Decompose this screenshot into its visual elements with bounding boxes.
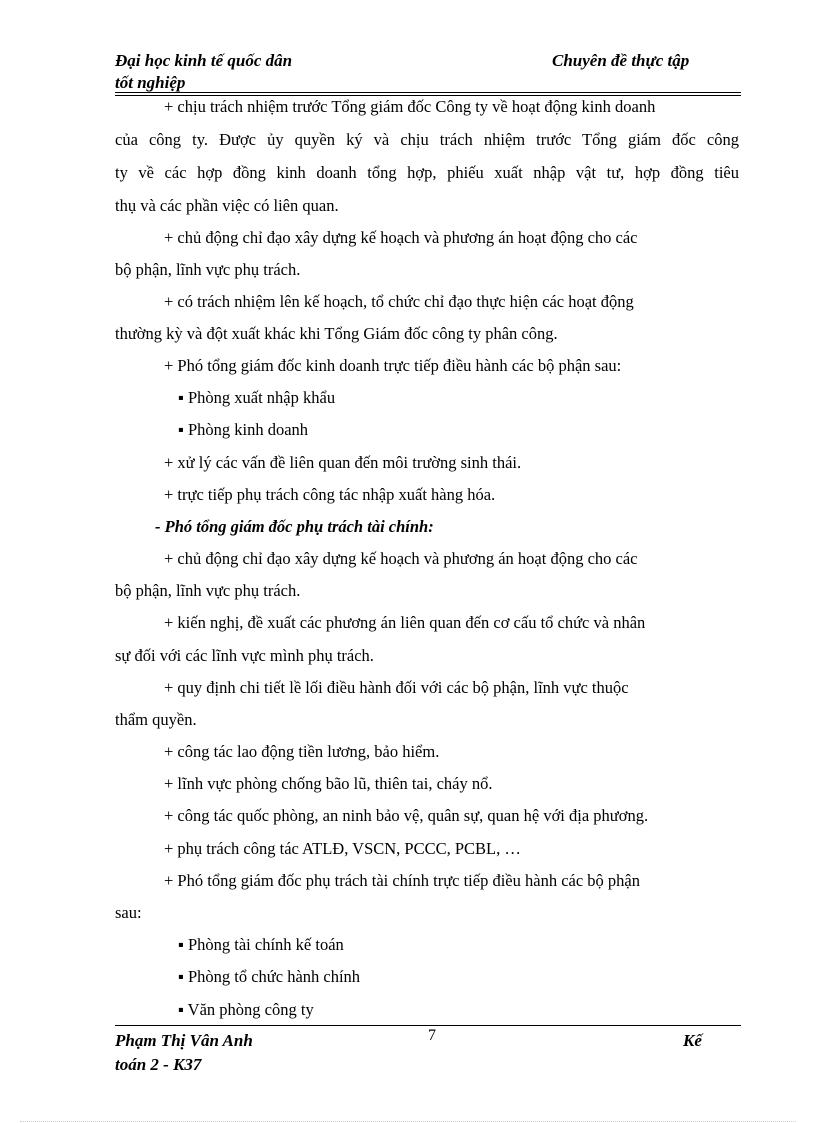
body-line-19: + quy định chi tiết lề lối điều hành đối với các bộ phận, lĩnh vực thuộc <box>164 678 629 697</box>
body-line-17: + kiến nghị, đề xuất các phương án liên quan đến cơ cấu tổ chức và nhân <box>164 613 646 632</box>
body-line-13: + trực tiếp phụ trách công tác nhập xuất hàng hóa. <box>164 485 496 504</box>
footer-left-line2: toán 2 - K37 <box>115 1055 202 1074</box>
list-item-kinh-doanh: ▪ Phòng kinh doanh <box>178 420 309 439</box>
footer-right: Kế <box>683 1031 702 1050</box>
page-number: 7 <box>428 1027 436 1044</box>
footer-rule <box>115 1025 741 1026</box>
body-line-3: ty về các hợp đồng kinh doanh tổng hợp, phiếu xuất nhập vật tư, hợp đồng tiêu <box>115 163 739 182</box>
body-line-12: + xử lý các vấn đề liên quan đến môi trường sinh thái. <box>164 453 522 472</box>
body-line-18: sự đối với các lĩnh vực mình phụ trách. <box>115 646 374 665</box>
body-line-9: + Phó tổng giám đốc kinh doanh trực tiếp điều hành các bộ phận sau: <box>164 356 622 375</box>
section-heading-tai-chinh: - Phó tổng giám đốc phụ trách tài chính: <box>155 517 434 536</box>
header-rule <box>115 92 741 93</box>
list-item-van-phong: ▪ Văn phòng công ty <box>178 1000 314 1019</box>
body-line-4: thụ và các phần việc có liên quan. <box>115 196 339 215</box>
body-line-2: của công ty. Được ủy quyền ký và chịu trách nhiệm trước Tổng giám đốc công <box>115 130 739 149</box>
header-rule-thin <box>115 95 741 96</box>
list-item-xuat-nhap-khau: ▪ Phòng xuất nhập khẩu <box>178 388 336 407</box>
header-right: Chuyên đề thực tập <box>552 51 690 70</box>
body-line-1: + chịu trách nhiệm trước Tổng giám đốc Công ty về hoạt động kinh doanh <box>164 97 656 116</box>
body-line-8: thường kỳ và đột xuất khác khi Tổng Giám đốc công ty phân công. <box>115 324 558 343</box>
body-line-26: sau: <box>115 903 142 922</box>
body-line-16: bộ phận, lĩnh vực phụ trách. <box>115 581 301 600</box>
header-left-line2: tốt nghiệp <box>115 73 186 92</box>
body-line-21: + công tác lao động tiền lương, bảo hiểm. <box>164 742 440 761</box>
body-line-25: + Phó tổng giám đốc phụ trách tài chính trực tiếp điều hành các bộ phận <box>164 871 640 890</box>
body-line-15: + chủ động chỉ đạo xây dựng kế hoạch và phương án hoạt động cho các <box>164 549 638 568</box>
body-line-7: + có trách nhiệm lên kế hoạch, tổ chức chỉ đạo thực hiện các hoạt động <box>164 292 634 311</box>
list-item-to-chuc-hanh-chinh: ▪ Phòng tổ chức hành chính <box>178 967 361 986</box>
body-line-22: + lĩnh vực phòng chống bão lũ, thiên tai, cháy nổ. <box>164 774 493 793</box>
body-line-23: + công tác quốc phòng, an ninh bảo vệ, quân sự, quan hệ với địa phương. <box>164 806 649 825</box>
header-left-line1: Đại học kinh tế quốc dân <box>115 51 293 70</box>
body-line-6: bộ phận, lĩnh vực phụ trách. <box>115 260 301 279</box>
body-line-24: + phụ trách công tác ATLĐ, VSCN, PCCC, PCBL, … <box>164 839 521 858</box>
body-line-5: + chủ động chỉ đạo xây dựng kế hoạch và phương án hoạt động cho các <box>164 228 638 247</box>
list-item-tai-chinh-ke-toan: ▪ Phòng tài chính kế toán <box>178 935 344 954</box>
footer-left-line1: Phạm Thị Vân Anh <box>115 1031 253 1050</box>
page-edge-dotted-line <box>20 1121 796 1122</box>
body-line-20: thẩm quyền. <box>115 710 197 729</box>
